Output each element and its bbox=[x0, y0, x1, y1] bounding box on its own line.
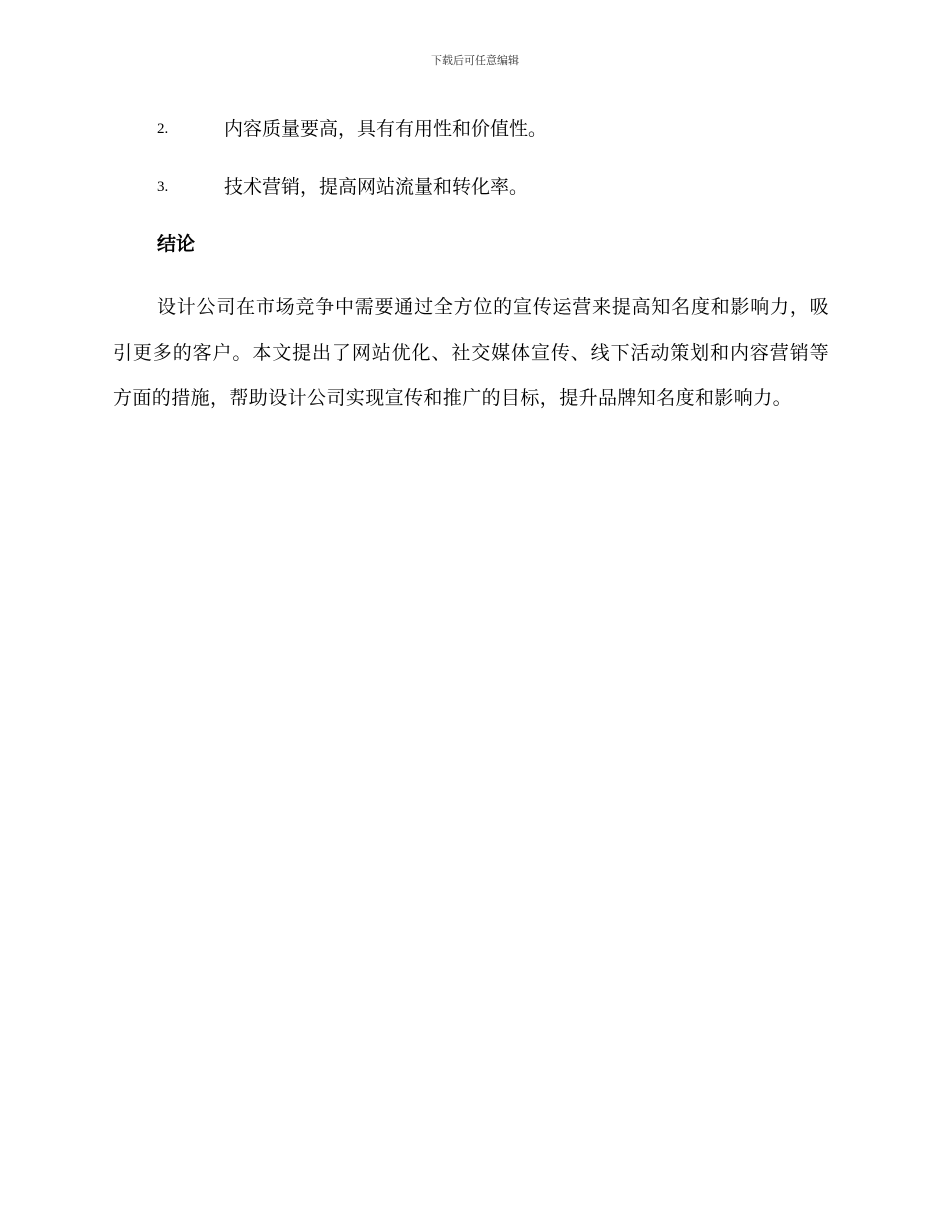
list-item-number: 3. bbox=[157, 179, 169, 195]
list-item-text: 技术营销，提高网站流量和转化率。 bbox=[224, 176, 529, 198]
list-item bbox=[157, 114, 837, 144]
conclusion-paragraph: 设计公司在市场竞争中需要通过全方位的宣传运营来提高知名度和影响力，吸引更多的客户。本文提出了网站优化、社交媒体宣传、线下活动策划和内容营销等方面的措施，帮助设计公司实现宣传和推广的目标，提升品牌知名度和影响力。 bbox=[113, 296, 829, 409]
list-item bbox=[157, 172, 837, 202]
list-item-number: 2. bbox=[157, 121, 169, 137]
section-heading: 结论 bbox=[157, 233, 196, 255]
page-header: 下载后可任意编辑 bbox=[431, 54, 519, 67]
list-item-text: 内容质量要高，具有有用性和价值性。 bbox=[224, 118, 548, 140]
